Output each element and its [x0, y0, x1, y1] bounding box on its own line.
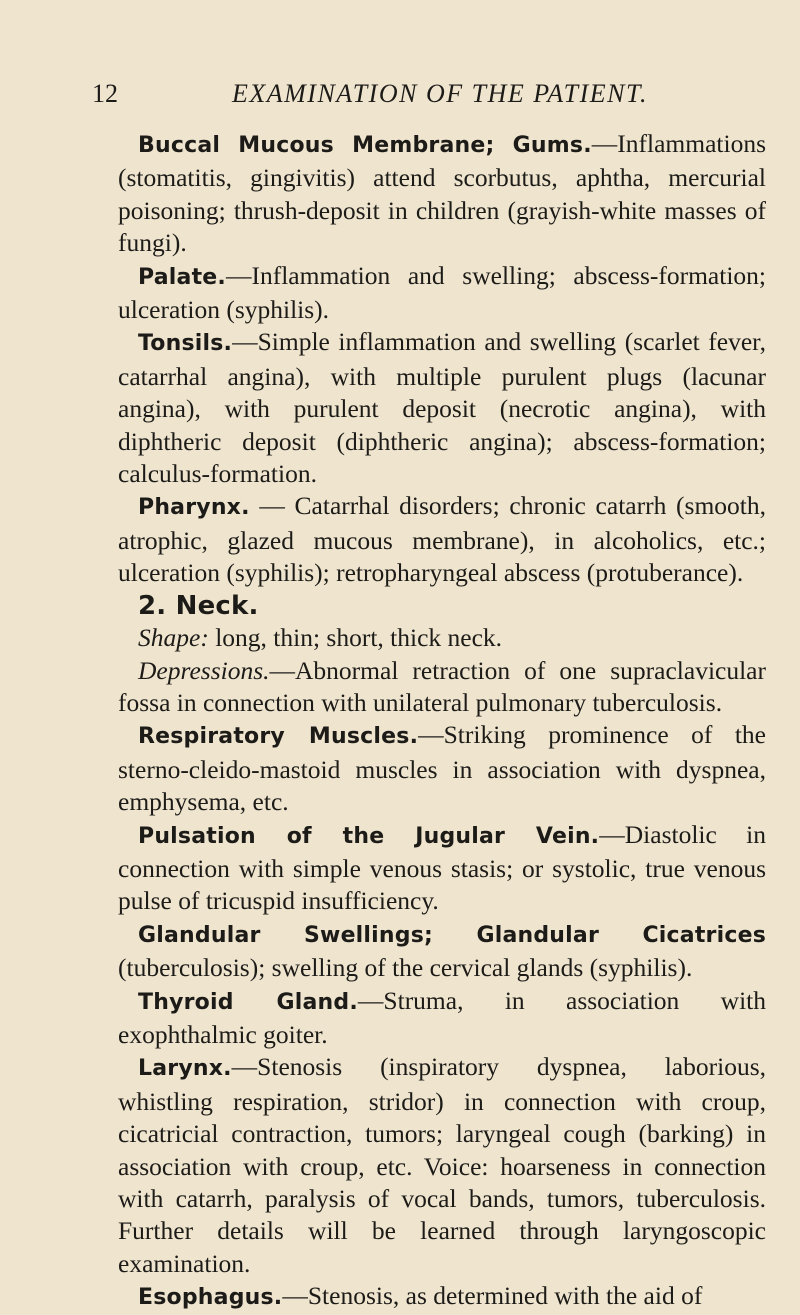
paragraph-tonsils	[118, 326, 766, 490]
paragraph-jugular	[118, 819, 766, 918]
text-glandular: (tuberculosis); swelling of the cervical glands (syphilis).	[118, 953, 693, 983]
heading-pharynx: Pharynx.	[138, 495, 250, 521]
paragraph-thyroid	[118, 985, 766, 1052]
heading-depressions: Depressions.	[138, 655, 270, 685]
paragraph-pharynx	[118, 490, 766, 589]
section-title-neck: 2. Neck.	[138, 590, 259, 621]
page-number: 12	[92, 79, 118, 108]
paragraph-larynx	[118, 1051, 766, 1280]
paragraph-buccal	[118, 128, 766, 260]
text-larynx: —Stenosis (inspiratory dyspnea, laborious, whistling respiration, stridor) in connection with croup, cicatricial contraction, tumors; laryngeal cough (barking) in association with croup, etc. Voice: hoarseness in connection with catarrh, paralysis of vocal bands, tumors, tuberculosis. Further details will be learned through laryngoscopic examination.	[118, 1052, 766, 1278]
text-pharynx: — Catarrhal disorders; chronic catarrh (smooth, atrophic, glazed mucous membrane), in alcoholics, etc.; ulceration (syphilis); retropharyngeal abscess (protuberance).	[118, 491, 766, 588]
body-text	[118, 128, 766, 1315]
paragraph-palate	[118, 260, 766, 327]
heading-esophagus: Esophagus.	[138, 1285, 283, 1311]
paragraph-depressions	[118, 655, 766, 720]
text-tonsils: —Simple inflammation and swelling (scarlet fever, catarrhal angina), with multiple purulent plugs (lacunar angina), with purulent deposit (necrotic angina), with diphtheric deposit (diphtheric angina); abscess-formation; calculus-formation.	[118, 327, 766, 489]
heading-jugular: Pulsation of the Jugular Vein.	[138, 823, 600, 849]
text-respiratory: —Striking prominence of the sterno-cleido-mastoid muscles in association with dyspnea, emphysema, etc.	[118, 720, 766, 817]
paragraph-glandular	[118, 918, 766, 985]
text-depressions: —Abnormal retraction of one supraclavicular fossa in connection with unilateral pulmonary tuberculosis.	[118, 655, 766, 717]
heading-palate: Palate.	[138, 264, 226, 290]
heading-larynx: Larynx.	[138, 1056, 232, 1082]
paragraph-respiratory	[118, 719, 766, 818]
text-palate: —Inflammation and swelling; abscess-formation; ulceration (syphilis).	[118, 260, 766, 325]
paragraph-esophagus	[118, 1280, 766, 1314]
text-esophagus: —Stenosis, as determined with the aid of	[282, 1281, 703, 1311]
text-thyroid: —Struma, in association with exophthalmic goiter.	[118, 985, 766, 1049]
heading-shape: Shape:	[138, 623, 209, 653]
heading-glandular: Glandular Swellings; Glandular Cicatrices	[138, 922, 766, 948]
heading-respiratory: Respiratory Muscles.	[138, 724, 419, 750]
running-title: EXAMINATION OF THE PATIENT.	[232, 79, 649, 108]
heading-tonsils: Tonsils.	[138, 331, 233, 357]
text-jugular: —Diastolic in connection with simple venous stasis; or systolic, true venous pulse of tricuspid insufficiency.	[118, 819, 767, 916]
paragraph-shape	[118, 622, 766, 654]
text-buccal: —Inflammations (stomatitis, gingivitis) attend scorbutus, aphtha, mercurial poisoning; thrush-deposit in children (grayish-white masses of fungi).	[118, 129, 766, 258]
section-heading-neck	[118, 590, 766, 622]
text-shape: long, thin; short, thick neck.	[208, 623, 503, 653]
heading-buccal: Buccal Mucous Membrane; Gums.	[138, 133, 592, 158]
page-header	[92, 76, 780, 112]
heading-thyroid: Thyroid Gland.	[138, 989, 358, 1015]
